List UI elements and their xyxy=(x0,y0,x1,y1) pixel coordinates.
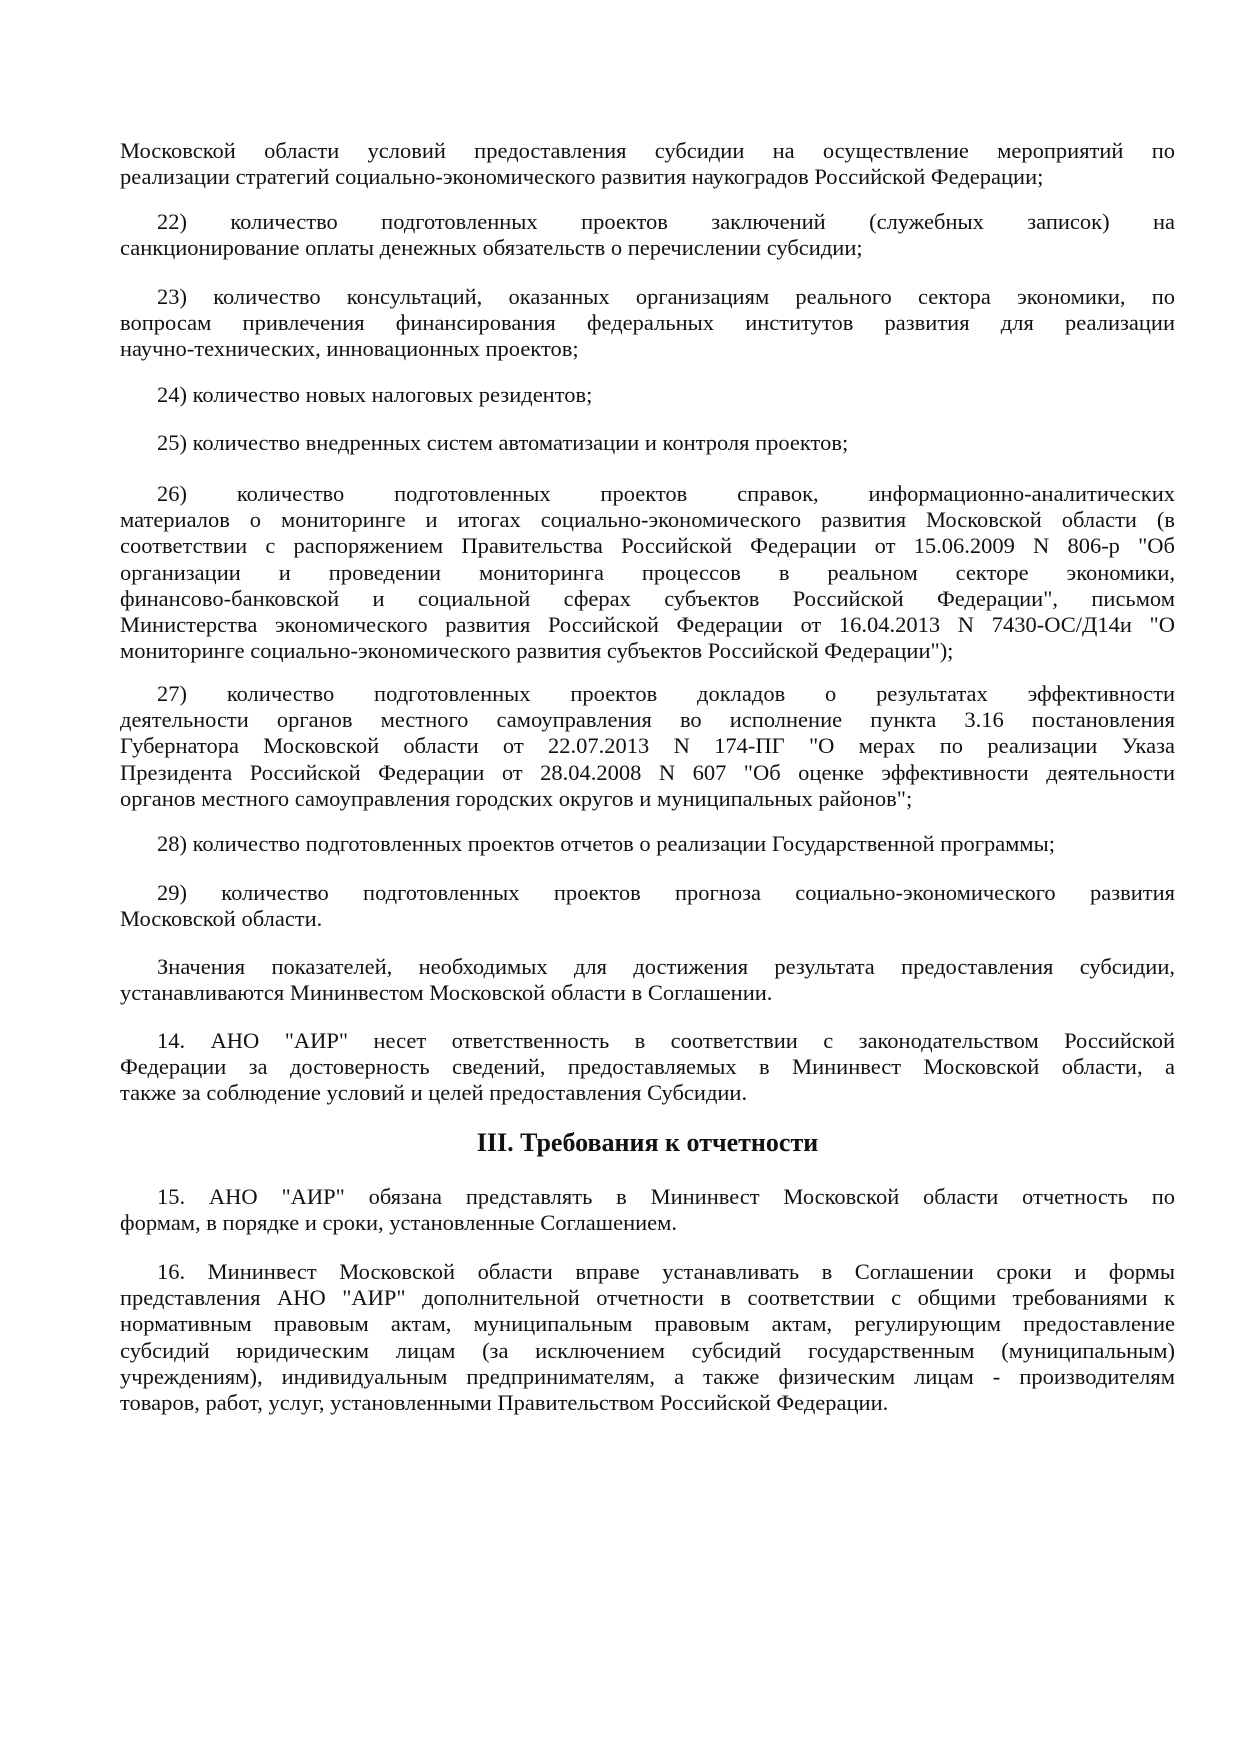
text-line: органов местного самоуправления городских округов и муниципальных районов"; xyxy=(120,785,913,811)
text-line: субсидий юридическим лицам (за исключением субсидий государственным (муниципальным) xyxy=(120,1337,1175,1363)
text-line: устанавливаются Мининвестом Московской области в Соглашении. xyxy=(120,980,773,1006)
text-line: санкционирование оплаты денежных обязательств о перечислении субсидии; xyxy=(120,235,863,261)
text-line: представления АНО "АИР" дополнительной отчетности в соответствии с общими требованиями к xyxy=(120,1285,1175,1311)
text-line: 28) количество подготовленных проектов отчетов о реализации Государственной программы; xyxy=(157,831,1056,856)
section-heading: III. Требования к отчетности xyxy=(476,1128,819,1157)
paragraph-p14 xyxy=(120,1028,1175,1107)
text-line: Федерации за достоверность сведений, предоставляемых в Мининвест Московской области, а xyxy=(120,1054,1175,1080)
paragraph-p27 xyxy=(120,681,1175,812)
text-line: деятельности органов местного самоуправления во исполнение пункта 3.16 постановления xyxy=(120,707,1175,733)
text-line: Министерства экономического развития Российской Федерации от 16.04.2013 N 7430-ОС/Д14и "О xyxy=(120,612,1175,638)
text-line: Московской области. xyxy=(120,906,323,932)
text-line: также за соблюдение условий и целей предоставления Субсидии. xyxy=(120,1080,748,1106)
text-line: 16. Мининвест Московской области вправе устанавливать в Соглашении сроки и формы xyxy=(157,1259,1175,1284)
text-line: 27) количество подготовленных проектов докладов о результатах эффективности xyxy=(157,681,1175,706)
text-line: Президента Российской Федерации от 28.04.2008 N 607 "Об оценке эффективности деятельности xyxy=(120,759,1175,785)
paragraph-p16 xyxy=(120,1259,1175,1416)
text-line: соответствии с распоряжением Правительства Российской Федерации от 15.06.2009 N 806-р "Об xyxy=(120,533,1175,559)
paragraph-p25 xyxy=(120,430,1175,456)
text-line: Московской области условий предоставления субсидии на осуществление мероприятий по xyxy=(120,138,1175,163)
text-line: формам, в порядке и сроки, установленные Соглашением. xyxy=(120,1210,678,1236)
paragraph-p24 xyxy=(120,382,1175,408)
text-line: 22) количество подготовленных проектов заключений (служебных записок) на xyxy=(157,209,1175,234)
text-line: 29) количество подготовленных проектов прогноза социально-экономического развития xyxy=(157,880,1175,905)
paragraph-p-cont xyxy=(120,138,1175,190)
text-line: Значения показателей, необходимых для достижения результата предоставления субсидии, xyxy=(157,954,1175,979)
text-line: 26) количество подготовленных проектов справок, информационно-аналитических xyxy=(157,481,1175,506)
text-line: вопросам привлечения финансирования федеральных институтов развития для реализации xyxy=(120,310,1175,336)
paragraph-p28 xyxy=(120,831,1175,857)
text-line: 24) количество новых налоговых резидентов; xyxy=(157,382,593,407)
text-line: Губернатора Московской области от 22.07.2013 N 174-ПГ "О мерах по реализации Указа xyxy=(120,733,1175,759)
text-line: 23) количество консультаций, оказанных организациям реального сектора экономики, по xyxy=(157,284,1175,309)
paragraph-p-values xyxy=(120,954,1175,1006)
text-line: нормативным правовым актам, муниципальным правовым актам, регулирующим предоставление xyxy=(120,1311,1175,1337)
paragraph-p29 xyxy=(120,880,1175,932)
text-line: мониторинге социально-экономического развития субъектов Российской Федерации"); xyxy=(120,638,954,664)
text-line: 14. АНО "АИР" несет ответственность в соответствии с законодательством Российской xyxy=(157,1028,1175,1053)
text-line: научно-технических, инновационных проектов; xyxy=(120,336,579,362)
text-line: организации и проведении мониторинга процессов в реальном секторе экономики, xyxy=(120,559,1175,585)
paragraph-p26 xyxy=(120,481,1175,664)
text-line: 15. АНО "АИР" обязана представлять в Мининвест Московской области отчетность по xyxy=(157,1184,1175,1209)
text-line: учреждениям), индивидуальным предпринимателям, а также физическим лицам - производителям xyxy=(120,1363,1175,1389)
text-line: финансово-банковской и социальной сферах субъектов Российской Федерации", письмом xyxy=(120,585,1175,611)
text-line: товаров, работ, услуг, установленными Правительством Российской Федерации. xyxy=(120,1390,889,1416)
text-line: реализации стратегий социально-экономического развития наукоградов Российской Федерации; xyxy=(120,164,1044,190)
paragraph-p23 xyxy=(120,284,1175,363)
paragraph-p15 xyxy=(120,1184,1175,1236)
text-line: 25) количество внедренных систем автоматизации и контроля проектов; xyxy=(157,430,849,455)
paragraph-p22 xyxy=(120,209,1175,261)
text-line: материалов о мониторинге и итогах социально-экономического развития Московской области (в xyxy=(120,507,1175,533)
